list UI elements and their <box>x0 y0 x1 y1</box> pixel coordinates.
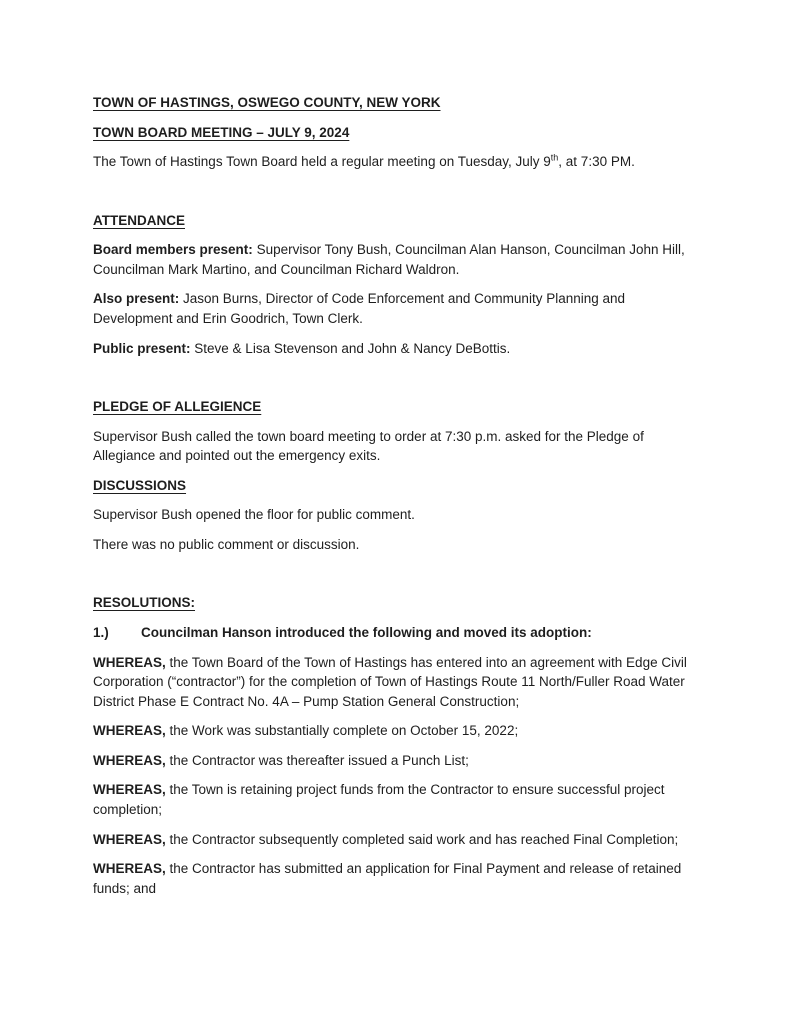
resolution-item-text: Councilman Hanson introduced the following and moved its adoption: <box>141 625 592 640</box>
public-present-text: Steve & Lisa Stevenson and John & Nancy DeBottis. <box>190 340 511 356</box>
whereas-paragraph-1 <box>93 653 699 712</box>
intro-text-pre: The Town of Hastings Town Board held a regular meeting on Tuesday, July 9 <box>93 154 551 170</box>
whereas-label: WHEREAS, <box>93 782 166 798</box>
attendance-heading: ATTENDANCE <box>93 212 185 228</box>
board-members-paragraph <box>93 240 699 279</box>
whereas-clause-text: the Contractor was thereafter issued a Punch List; <box>165 752 469 768</box>
resolution-item-number: 1.) <box>93 625 109 640</box>
intro-ordinal-suffix: th <box>550 152 559 163</box>
whereas-paragraph-4 <box>93 780 699 819</box>
board-members-text: Supervisor Tony Bush, Councilman Alan Hanson, Councilman John Hill, Councilman Mark Martino, and Councilman Richard Waldron. <box>93 242 685 277</box>
whereas-clause-text: the Town Board of the Town of Hastings has entered into an agreement with Edge Civil Corporation (“contractor”) for the completion of Town of Hastings Route 11 North/Fuller Road Water District Phase E Contract No. 4A – Pump Station General Construction; <box>93 654 687 709</box>
board-members-label: Board members present: <box>93 242 253 258</box>
whereas-paragraph-5 <box>93 830 699 850</box>
document-title: TOWN OF HASTINGS, OSWEGO COUNTY, NEW YORK <box>93 95 441 110</box>
whereas-label: WHEREAS, <box>93 861 166 877</box>
pledge-heading: PLEDGE OF ALLEGIENCE <box>93 399 262 415</box>
discussions-heading: DISCUSSIONS <box>93 477 187 493</box>
whereas-label: WHEREAS, <box>93 831 166 847</box>
whereas-paragraph-3 <box>93 751 699 771</box>
whereas-label: WHEREAS, <box>93 723 166 739</box>
intro-paragraph <box>93 152 699 172</box>
whereas-paragraph-2 <box>93 721 699 741</box>
whereas-label: WHEREAS, <box>93 654 166 670</box>
whereas-clause-text: the Work was substantially complete on October 15, 2022; <box>165 723 519 739</box>
public-present-paragraph <box>93 339 699 359</box>
resolution-item-1 <box>93 623 699 643</box>
also-present-paragraph <box>93 289 699 328</box>
whereas-clause-text: the Town is retaining project funds from the Contractor to ensure successful project completion; <box>93 782 665 817</box>
whereas-paragraph-6 <box>93 859 699 898</box>
resolutions-heading: RESOLUTIONS: <box>93 595 196 611</box>
whereas-label: WHEREAS, <box>93 752 166 768</box>
also-present-text: Jason Burns, Director of Code Enforcement and Community Planning and Development and Erin Goodrich, Town Clerk. <box>93 291 626 326</box>
public-present-label: Public present: <box>93 340 191 356</box>
intro-text-post: , at 7:30 PM. <box>558 154 635 170</box>
discussions-paragraph-2: There was no public comment or discussion. <box>93 536 360 552</box>
whereas-clause-text: the Contractor has submitted an application for Final Payment and release of retained funds; and <box>93 861 682 896</box>
whereas-clause-text: the Contractor subsequently completed said work and has reached Final Completion; <box>165 831 679 847</box>
discussions-paragraph-1: Supervisor Bush opened the floor for public comment. <box>93 507 415 523</box>
pledge-paragraph: Supervisor Bush called the town board meeting to order at 7:30 p.m. asked for the Pledge of Allegiance and pointed out the emergency exits. <box>93 428 644 464</box>
meeting-title: TOWN BOARD MEETING – JULY 9, 2024 <box>93 124 350 140</box>
also-present-label: Also present: <box>93 291 180 307</box>
